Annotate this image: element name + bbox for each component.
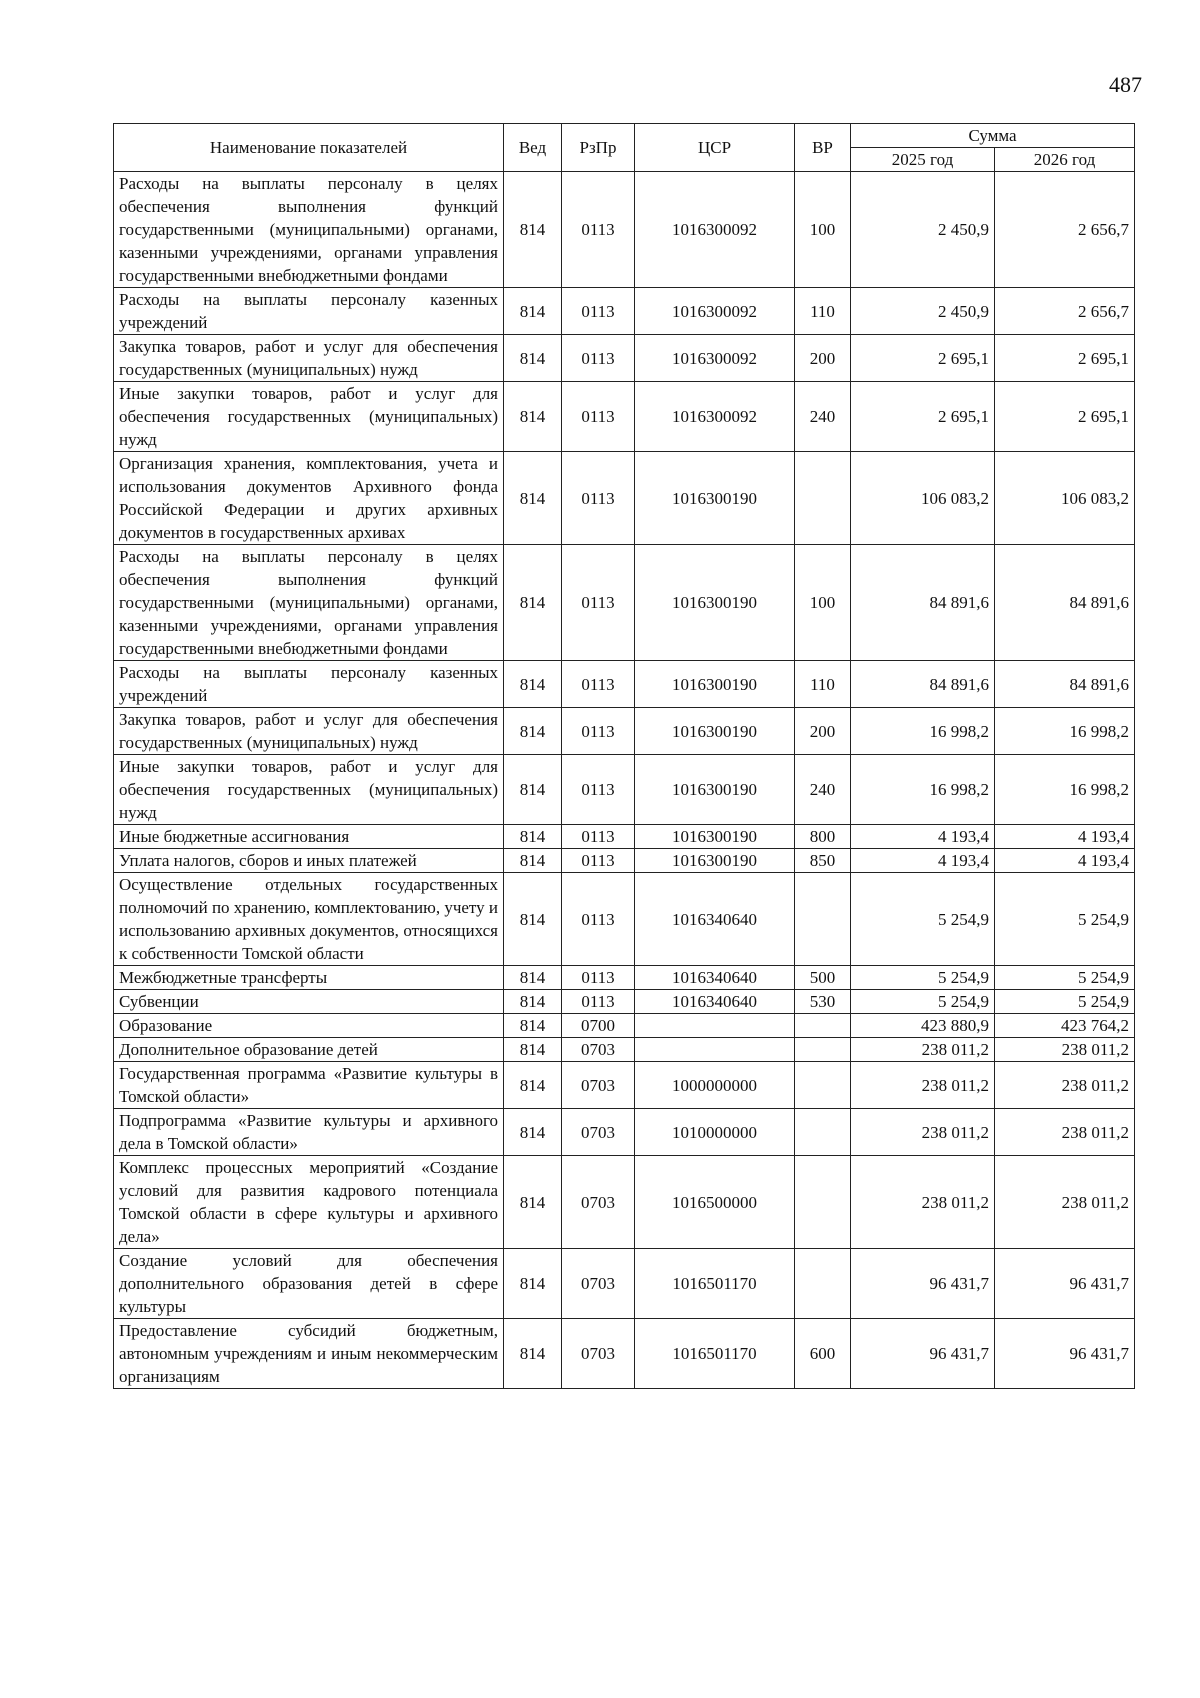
table-body [114,172,1135,1389]
cell-rzpr: 0113 [562,452,635,545]
cell-rzpr: 0703 [562,1062,635,1109]
cell-2025: 238 011,2 [851,1062,995,1109]
cell-2025: 238 011,2 [851,1038,995,1062]
cell-ved: 814 [504,1156,562,1249]
cell-name: Межбюджетные трансферты [114,966,504,990]
cell-csr: 1016500000 [635,1156,795,1249]
cell-2026: 106 083,2 [995,452,1135,545]
cell-ved: 814 [504,288,562,335]
cell-ved: 814 [504,1062,562,1109]
cell-ved: 814 [504,825,562,849]
cell-ved: 814 [504,661,562,708]
cell-vr: 200 [795,708,851,755]
cell-vr: 100 [795,172,851,288]
cell-2025: 5 254,9 [851,966,995,990]
cell-ved: 814 [504,849,562,873]
header-2025: 2025 год [851,148,995,172]
cell-name: Образование [114,1014,504,1038]
cell-vr [795,1109,851,1156]
cell-csr: 1016501170 [635,1319,795,1389]
cell-2026: 2 656,7 [995,288,1135,335]
cell-name: Расходы на выплаты персоналу казенных учреждений [114,288,504,335]
cell-2026: 96 431,7 [995,1249,1135,1319]
cell-csr: 1016300190 [635,708,795,755]
cell-vr [795,1014,851,1038]
cell-csr: 1010000000 [635,1109,795,1156]
cell-2026: 84 891,6 [995,661,1135,708]
cell-rzpr: 0113 [562,545,635,661]
cell-2025: 16 998,2 [851,708,995,755]
cell-2025: 238 011,2 [851,1156,995,1249]
cell-2026: 423 764,2 [995,1014,1135,1038]
cell-name: Иные закупки товаров, работ и услуг для обеспечения государственных (муниципальных) нужд [114,382,504,452]
cell-rzpr: 0113 [562,288,635,335]
header-rzpr: РзПр [562,124,635,172]
cell-2025: 2 695,1 [851,335,995,382]
cell-csr: 1016300092 [635,335,795,382]
table-row [114,708,1135,755]
cell-2025: 16 998,2 [851,755,995,825]
cell-vr: 500 [795,966,851,990]
cell-rzpr: 0113 [562,755,635,825]
cell-csr: 1016340640 [635,873,795,966]
cell-name: Уплата налогов, сборов и иных платежей [114,849,504,873]
cell-name: Расходы на выплаты персоналу казенных учреждений [114,661,504,708]
cell-2025: 2 450,9 [851,288,995,335]
cell-name: Закупка товаров, работ и услуг для обеспечения государственных (муниципальных) нужд [114,335,504,382]
table-row [114,1249,1135,1319]
cell-rzpr: 0703 [562,1249,635,1319]
cell-name: Закупка товаров, работ и услуг для обеспечения государственных (муниципальных) нужд [114,708,504,755]
cell-vr [795,873,851,966]
cell-2025: 84 891,6 [851,545,995,661]
cell-2026: 2 695,1 [995,335,1135,382]
cell-ved: 814 [504,1249,562,1319]
cell-name: Предоставление субсидий бюджетным, автономным учреждениям и иным некоммерческим организациям [114,1319,504,1389]
cell-rzpr: 0113 [562,825,635,849]
cell-ved: 814 [504,452,562,545]
cell-vr: 800 [795,825,851,849]
cell-2026: 238 011,2 [995,1062,1135,1109]
cell-name: Субвенции [114,990,504,1014]
cell-2025: 96 431,7 [851,1319,995,1389]
cell-vr: 240 [795,382,851,452]
header-csr: ЦСР [635,124,795,172]
cell-rzpr: 0113 [562,708,635,755]
cell-vr [795,1249,851,1319]
cell-name: Дополнительное образование детей [114,1038,504,1062]
cell-csr: 1016501170 [635,1249,795,1319]
cell-rzpr: 0703 [562,1038,635,1062]
cell-rzpr: 0703 [562,1156,635,1249]
cell-ved: 814 [504,990,562,1014]
table-row [114,755,1135,825]
cell-name: Государственная программа «Развитие культуры в Томской области» [114,1062,504,1109]
cell-2026: 5 254,9 [995,990,1135,1014]
header-ved: Вед [504,124,562,172]
cell-csr: 1016340640 [635,966,795,990]
cell-vr: 600 [795,1319,851,1389]
cell-2026: 5 254,9 [995,966,1135,990]
cell-ved: 814 [504,708,562,755]
cell-rzpr: 0113 [562,990,635,1014]
cell-ved: 814 [504,545,562,661]
table-row [114,1156,1135,1249]
cell-rzpr: 0113 [562,335,635,382]
table-row [114,335,1135,382]
cell-csr: 1016300190 [635,452,795,545]
cell-vr: 530 [795,990,851,1014]
cell-vr: 110 [795,288,851,335]
cell-name: Расходы на выплаты персоналу в целях обеспечения выполнения функций государственными (муниципальными) органами, казенными учреждениями, органами управления государственными внебюджетными фондами [114,545,504,661]
cell-name: Расходы на выплаты персоналу в целях обеспечения выполнения функций государственными (муниципальными) органами, казенными учреждениями, органами управления государственными внебюджетными фондами [114,172,504,288]
cell-ved: 814 [504,1014,562,1038]
cell-ved: 814 [504,382,562,452]
cell-csr: 1016300190 [635,545,795,661]
cell-csr: 1016300092 [635,172,795,288]
table-row [114,849,1135,873]
budget-table [113,123,1135,1389]
cell-2025: 238 011,2 [851,1109,995,1156]
cell-rzpr: 0700 [562,1014,635,1038]
cell-name: Комплекс процессных мероприятий «Создание условий для развития кадрового потенциала Томской области в сфере культуры и архивного дела» [114,1156,504,1249]
cell-vr: 200 [795,335,851,382]
cell-2026: 4 193,4 [995,849,1135,873]
cell-2025: 423 880,9 [851,1014,995,1038]
table-row [114,288,1135,335]
cell-2026: 96 431,7 [995,1319,1135,1389]
cell-2026: 2 695,1 [995,382,1135,452]
cell-csr [635,1038,795,1062]
table-row [114,1038,1135,1062]
cell-rzpr: 0113 [562,849,635,873]
cell-vr: 850 [795,849,851,873]
cell-rzpr: 0113 [562,966,635,990]
cell-csr: 1016340640 [635,990,795,1014]
cell-2026: 16 998,2 [995,708,1135,755]
cell-ved: 814 [504,1038,562,1062]
table-row [114,966,1135,990]
table-header [114,124,1135,172]
cell-csr: 1016300190 [635,755,795,825]
cell-vr [795,1062,851,1109]
table-row [114,1319,1135,1389]
cell-csr: 1016300092 [635,288,795,335]
cell-vr [795,452,851,545]
cell-ved: 814 [504,1109,562,1156]
cell-2026: 16 998,2 [995,755,1135,825]
cell-csr: 1016300092 [635,382,795,452]
cell-name: Создание условий для обеспечения дополнительного образования детей в сфере культуры [114,1249,504,1319]
cell-2025: 4 193,4 [851,849,995,873]
cell-2026: 238 011,2 [995,1109,1135,1156]
cell-2026: 4 193,4 [995,825,1135,849]
table-row [114,990,1135,1014]
cell-vr: 110 [795,661,851,708]
cell-vr: 240 [795,755,851,825]
cell-csr: 1016300190 [635,849,795,873]
page-number: 487 [1109,72,1142,97]
cell-2025: 2 695,1 [851,382,995,452]
cell-rzpr: 0113 [562,382,635,452]
header-name: Наименование показателей [114,124,504,172]
table-row [114,172,1135,288]
table-row [114,825,1135,849]
cell-csr: 1000000000 [635,1062,795,1109]
cell-vr [795,1156,851,1249]
cell-rzpr: 0703 [562,1109,635,1156]
cell-2025: 84 891,6 [851,661,995,708]
header-2026: 2026 год [995,148,1135,172]
cell-vr: 100 [795,545,851,661]
cell-2026: 238 011,2 [995,1156,1135,1249]
cell-ved: 814 [504,335,562,382]
table-row [114,382,1135,452]
table-row [114,661,1135,708]
cell-name: Подпрограмма «Развитие культуры и архивного дела в Томской области» [114,1109,504,1156]
cell-ved: 814 [504,966,562,990]
cell-2025: 2 450,9 [851,172,995,288]
cell-2026: 84 891,6 [995,545,1135,661]
cell-ved: 814 [504,873,562,966]
cell-2025: 5 254,9 [851,990,995,1014]
cell-ved: 814 [504,172,562,288]
cell-csr [635,1014,795,1038]
cell-2025: 4 193,4 [851,825,995,849]
table-row [114,1062,1135,1109]
cell-name: Иные закупки товаров, работ и услуг для обеспечения государственных (муниципальных) нужд [114,755,504,825]
cell-csr: 1016300190 [635,661,795,708]
cell-2026: 238 011,2 [995,1038,1135,1062]
table-row [114,545,1135,661]
cell-csr: 1016300190 [635,825,795,849]
cell-rzpr: 0703 [562,1319,635,1389]
table-row [114,452,1135,545]
table-row [114,1014,1135,1038]
header-vr: ВР [795,124,851,172]
cell-2025: 96 431,7 [851,1249,995,1319]
cell-2026: 2 656,7 [995,172,1135,288]
cell-vr [795,1038,851,1062]
cell-ved: 814 [504,1319,562,1389]
cell-rzpr: 0113 [562,873,635,966]
cell-name: Организация хранения, комплектования, учета и использования документов Архивного фонда Российской Федерации и других архивных документов в государственных архивах [114,452,504,545]
cell-name: Осуществление отдельных государственных полномочий по хранению, комплектованию, учету и использованию архивных документов, относящихся к собственности Томской области [114,873,504,966]
cell-2026: 5 254,9 [995,873,1135,966]
cell-2025: 106 083,2 [851,452,995,545]
cell-rzpr: 0113 [562,172,635,288]
table-row [114,873,1135,966]
cell-2025: 5 254,9 [851,873,995,966]
cell-name: Иные бюджетные ассигнования [114,825,504,849]
table-row [114,1109,1135,1156]
cell-rzpr: 0113 [562,661,635,708]
header-summa: Сумма [851,124,1135,148]
cell-ved: 814 [504,755,562,825]
